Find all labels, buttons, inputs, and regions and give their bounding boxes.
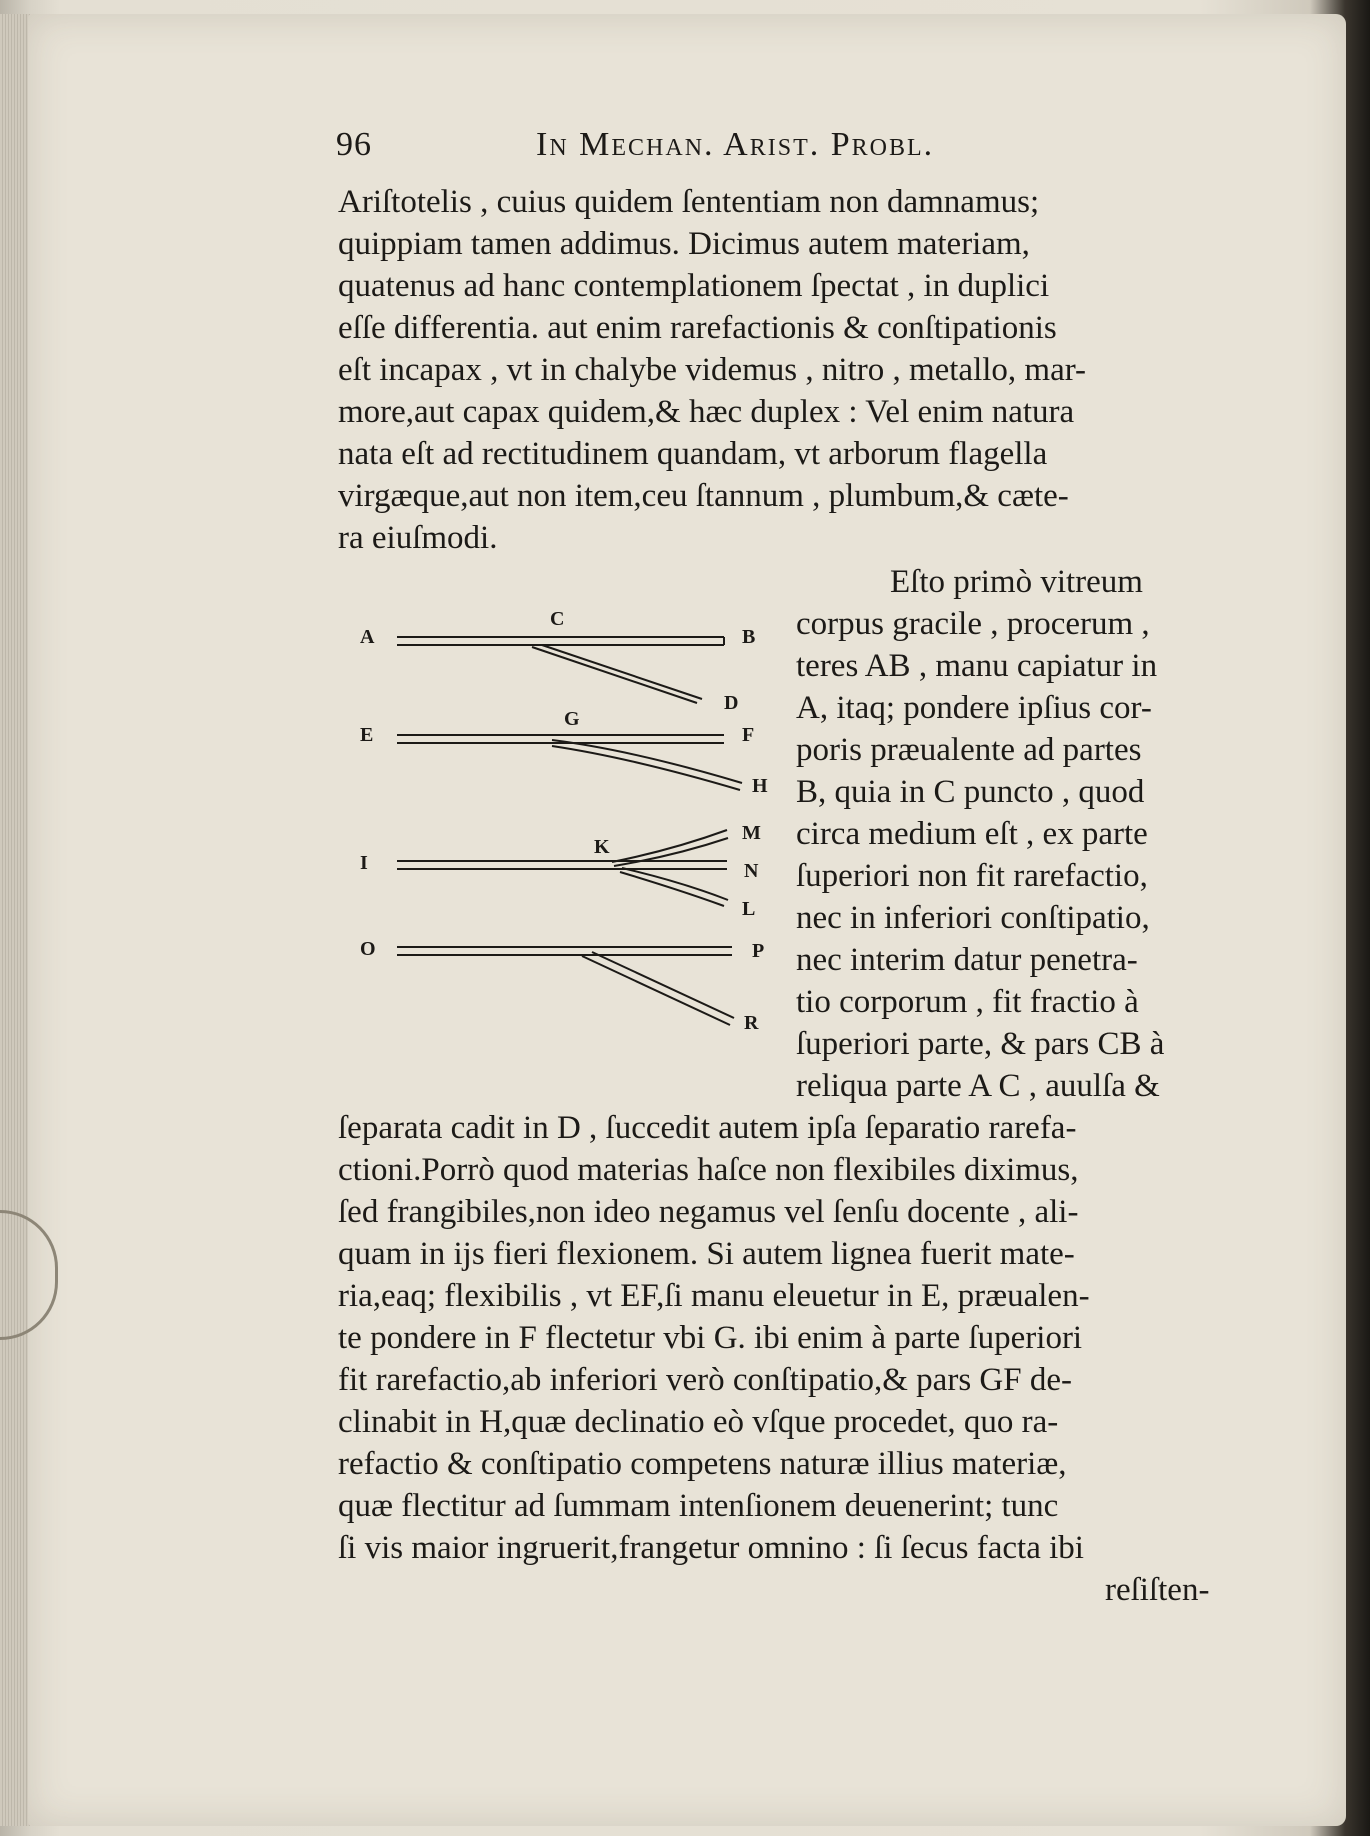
label-n: N (744, 860, 759, 882)
text-line: nec interim datur penetra- (796, 942, 1138, 978)
text-line: te pondere in F flectetur vbi G. ibi enim à parte ſuperiori (338, 1320, 1083, 1356)
branch-l-lower (620, 872, 724, 906)
text-line: ctioni.Porrò quod materias haſce non flexibiles diximus, (338, 1152, 1079, 1188)
label-g: G (564, 708, 580, 730)
text-line: ſed frangibiles,non ideo negamus vel ſenſu docente , ali- (338, 1194, 1079, 1230)
text-line: refactio & conſtipatio competens naturæ illius materiæ, (338, 1446, 1067, 1482)
text-line: ſuperiori non fit rarefactio, (796, 858, 1148, 894)
text-line: teres AB , manu capiatur in (796, 648, 1158, 684)
bend-gh-lower (552, 746, 740, 790)
text-line: quatenus ad hanc contemplationem ſpectat , in duplici (338, 268, 1050, 304)
fragment-cd-lower (542, 645, 702, 699)
text-line: more,aut capax quidem,& hæc duplex : Vel enim natura (338, 394, 1075, 430)
text-line: virgæque,aut non item,ceu ſtannum , plumbum,& cæte- (338, 478, 1069, 514)
folio-number: 96 (336, 126, 372, 163)
label-e: E (360, 724, 374, 746)
label-b: B (742, 626, 756, 648)
text-line: nata eſt ad rectitudinem quandam, vt arborum flagella (338, 436, 1048, 472)
running-title: In Mechan. Arist. Probl. (536, 126, 935, 163)
label-h: H (752, 775, 768, 797)
bend-gh-upper (552, 740, 742, 783)
page-header (336, 126, 1236, 166)
branch-m-upper (612, 830, 727, 862)
text-line: fit rarefactio,ab inferiori verò conſtipatio,& pars GF de- (338, 1362, 1072, 1398)
text-line: ſuperiori parte, & pars CB à (796, 1026, 1165, 1062)
text-line: clinabit in H,quæ declinatio eò vſque procedet, quo ra- (338, 1404, 1059, 1440)
text-line: quam in ijs fieri flexionem. Si autem lignea fuerit mate- (338, 1236, 1075, 1272)
label-a: A (360, 626, 375, 648)
text-line: ſi vis maior ingruerit,frangetur omnino : ſi ſecus facta ibi (338, 1530, 1084, 1566)
text-line: corpus gracile , procerum , (796, 606, 1150, 642)
text-line: A, itaq; pondere ipſius cor- (796, 690, 1152, 726)
fragment-r-lower (592, 952, 734, 1018)
text-line: tio corporum , fit fractio à (796, 984, 1139, 1020)
text-line: ra eiuſmodi. (338, 520, 498, 556)
text-line: ria,eaq; flexibilis , vt EF,ſi manu eleuetur in E, præualen- (338, 1278, 1090, 1314)
label-d: D (724, 692, 739, 714)
text-line: eſſe differentia. aut enim rarefactionis & conſtipationis (338, 310, 1057, 346)
text-line: poris præualente ad partes (796, 732, 1142, 768)
text-line: nec in inferiori conſtipatio, (796, 900, 1150, 936)
text-line: B, quia in C puncto , quod (796, 774, 1145, 810)
text-line: eſt incapax , vt in chalybe videmus , nitro , metallo, mar- (338, 352, 1087, 388)
text-line: ſeparata cadit in D , ſuccedit autem ipſa ſeparatio rarefa- (338, 1110, 1077, 1146)
page-edges (0, 14, 30, 1826)
text-line: quæ flectitur ad ſummam intenſionem deuenerint; tunc (338, 1488, 1059, 1524)
label-k: K (594, 836, 610, 858)
label-r: R (744, 1012, 759, 1034)
text-line: Eſto primò vitreum (890, 564, 1143, 600)
catchword: reſiſten- (1105, 1572, 1210, 1608)
branch-l-upper (622, 868, 728, 900)
text-line: circa medium eſt , ex parte (796, 816, 1148, 852)
text-line: reliqua parte A C , auulſa & (796, 1068, 1160, 1104)
fragment-r-upper (582, 956, 730, 1025)
label-c: C (550, 608, 565, 630)
text-line: Ariſtotelis , cuius quidem ſententiam non damnamus; (338, 184, 1040, 220)
figure-drawing (352, 600, 782, 1050)
label-l: L (742, 898, 756, 920)
label-m: M (742, 822, 761, 844)
text-line: quippiam tamen addimus. Dicimus autem materiam, (338, 226, 1030, 262)
fragment-cd-upper (532, 647, 697, 703)
label-o: O (360, 938, 376, 960)
label-p: P (752, 940, 765, 962)
bending-rods-figure (352, 600, 782, 1050)
label-i: I (360, 852, 368, 874)
label-f: F (742, 724, 755, 746)
